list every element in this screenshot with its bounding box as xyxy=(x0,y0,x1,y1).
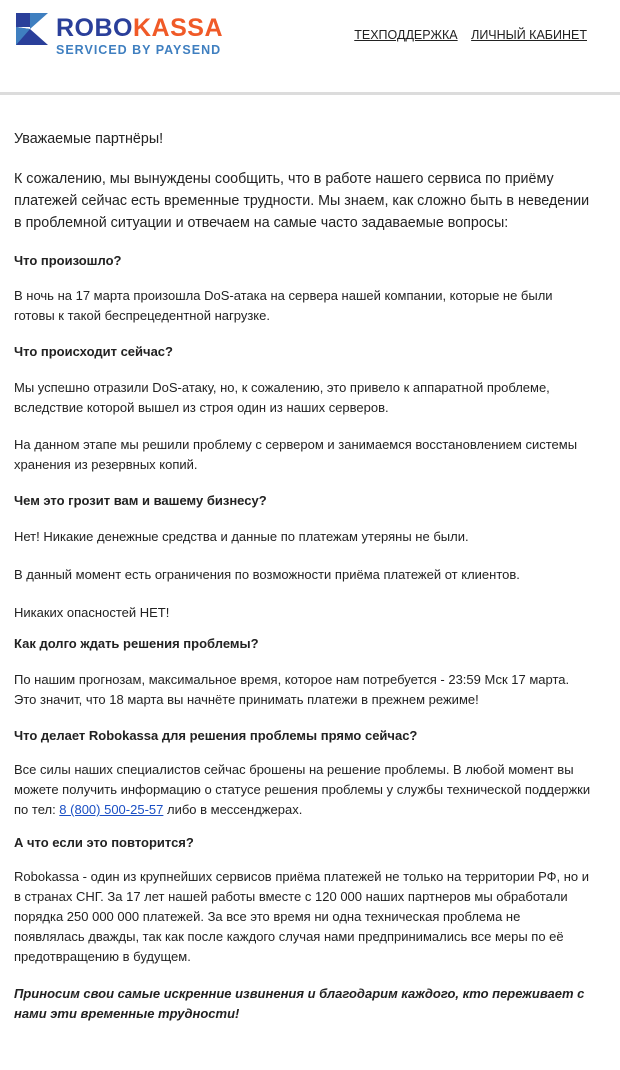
answer-paragraph: По нашим прогнозам, максимальное время, которое нам потребуется - 23:59 Мск 17 марта. Это значит, что 18 марта вы начнёте принимать платежи в прежнем режиме! xyxy=(14,672,570,707)
answer-paragraph: В ночь на 17 марта произошла DoS-атака на сервера нашей компании, которые не были готовы к такой беспрецедентной нагрузке. xyxy=(14,288,553,323)
letter-intro: К сожалению, мы вынуждены сообщить, что в работе нашего сервиса по приёму платежей сейчас есть временные трудности. Мы знаем, как сложно быть в неведении в проблемной ситуации и отвечаем на самые часто задаваемые вопросы: xyxy=(14,171,590,231)
answer-paragraph xyxy=(14,760,594,820)
answer-paragraph: Нет! Никакие денежные средства и данные по платежам утеряны не были. xyxy=(14,529,469,544)
logo-wordmark-kassa: KASSA xyxy=(133,14,224,42)
support-phone-link[interactable]: 8 (800) 500-25-57 xyxy=(59,802,164,817)
question-heading: Чем это грозит вам и вашему бизнесу? xyxy=(14,493,267,508)
question-heading: Что происходит сейчас? xyxy=(14,344,173,359)
logo-tagline: SERVICED BY PAYSEND xyxy=(56,43,222,57)
answer-paragraph: Мы успешно отразили DoS-атаку, но, к сожалению, это привело к аппаратной проблеме, вследствие которой вышел из строя один из наших серверов. xyxy=(14,380,550,415)
header-divider xyxy=(0,92,620,95)
answer-paragraph: На данном этапе мы решили проблему с сервером и занимаемся восстановлением системы хранения из резервных копий. xyxy=(14,437,578,472)
answer-paragraph: Никаких опасностей НЕТ! xyxy=(14,605,170,620)
letter-body xyxy=(14,128,594,1024)
nav-link-account[interactable]: ЛИЧНЫЙ КАБИНЕТ xyxy=(471,28,587,42)
answer-text: Все силы наших специалистов сейчас брошены на решение проблемы. В любой момент вы можете получить информацию о статусе решения проблемы у службы технической поддержки по тел: xyxy=(14,762,591,817)
question-heading: Как долго ждать решения проблемы? xyxy=(14,636,259,651)
logo-wordmark-robo: ROBO xyxy=(56,14,133,42)
question-heading: Что произошло? xyxy=(14,253,122,268)
letter-closing: Приносим свои самые искренние извинения и благодарим каждого, кто переживает с нами эти временные трудности! xyxy=(14,986,585,1021)
answer-paragraph: Robokassa - один из крупнейших сервисов приёма платежей не только на территории РФ, но и в странах СНГ. За 17 лет нашей работы вместе с 120 000 наших партнеров мы обработали порядка 250 000 000 платежей. За все это время ни одна техническая проблема не появлялась дважды, так как после каждого случая нами предпринимались все меры по её предотвращению в будущем. xyxy=(14,869,590,964)
question-heading: А что если это повторится? xyxy=(14,835,194,850)
question-heading: Что делает Robokassa для решения проблемы прямо сейчас? xyxy=(14,728,418,743)
answer-paragraph: В данный момент есть ограничения по возможности приёма платежей от клиентов. xyxy=(14,567,520,582)
robokassa-logo[interactable] xyxy=(16,12,226,62)
answer-text: либо в мессенджерах. xyxy=(163,802,303,817)
logo-wordmark xyxy=(56,14,223,42)
nav-link-support[interactable]: ТЕХПОДДЕРЖКА xyxy=(354,28,458,42)
robokassa-logo-icon xyxy=(16,13,48,45)
header-nav xyxy=(344,28,587,42)
letter-greeting: Уважаемые партнёры! xyxy=(14,131,164,147)
email-header xyxy=(0,0,620,92)
